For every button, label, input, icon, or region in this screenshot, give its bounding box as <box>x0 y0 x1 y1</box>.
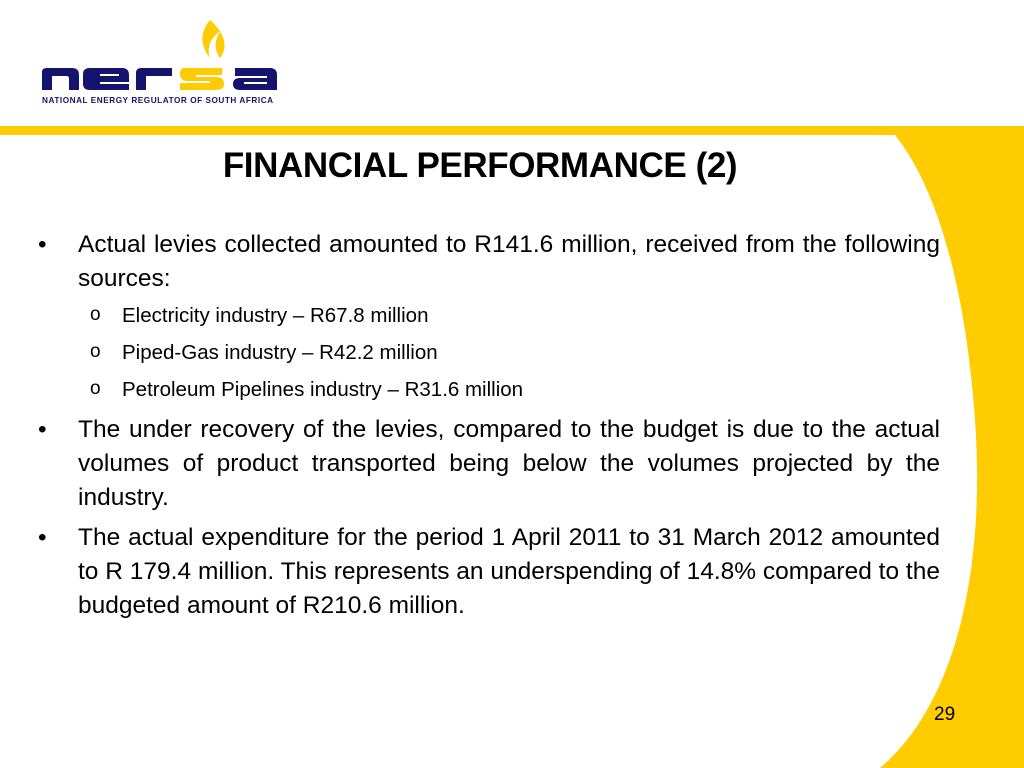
subbullet-text: Electricity industry – R67.8 million <box>122 304 429 327</box>
bullet-marker: • <box>38 416 47 443</box>
subbullet-petroleum-pipelines <box>38 376 940 404</box>
nersa-logo <box>38 18 308 113</box>
subbullet-piped-gas <box>38 339 940 367</box>
subbullet-marker: o <box>90 341 101 362</box>
bullet-marker: • <box>38 231 47 258</box>
nersa-wordmark-graphic <box>38 18 308 98</box>
slide-body <box>38 228 940 629</box>
bullet-actual-expenditure <box>38 521 940 623</box>
bullet-under-recovery <box>38 413 940 515</box>
bullet-marker: • <box>38 524 47 551</box>
subbullet-marker: o <box>90 304 101 325</box>
bullet-levies-collected <box>38 228 940 296</box>
subbullet-electricity <box>38 302 940 330</box>
slide-title: FINANCIAL PERFORMANCE (2) <box>222 146 738 185</box>
subbullet-marker: o <box>90 378 101 399</box>
subbullet-text: Piped-Gas industry – R42.2 million <box>122 341 438 364</box>
page-number: 29 <box>934 704 956 725</box>
bullet-text: The under recovery of the levies, compared to the budget is due to the actual volumes of product transported being below the volumes projected by the industry. <box>78 416 940 511</box>
bullet-text: The actual expenditure for the period 1 April 2011 to 31 March 2012 amounted to R 179.4 million. This represents an underspending of 14.8% compared to the budgeted amount of R210.6 million. <box>78 524 940 619</box>
bullet-text: Actual levies collected amounted to R141.6 million, received from the following sources: <box>78 231 940 292</box>
subbullet-text: Petroleum Pipelines industry – R31.6 million <box>122 378 524 401</box>
logo-tagline: NATIONAL ENERGY REGULATOR OF SOUTH AFRICA <box>42 96 274 105</box>
